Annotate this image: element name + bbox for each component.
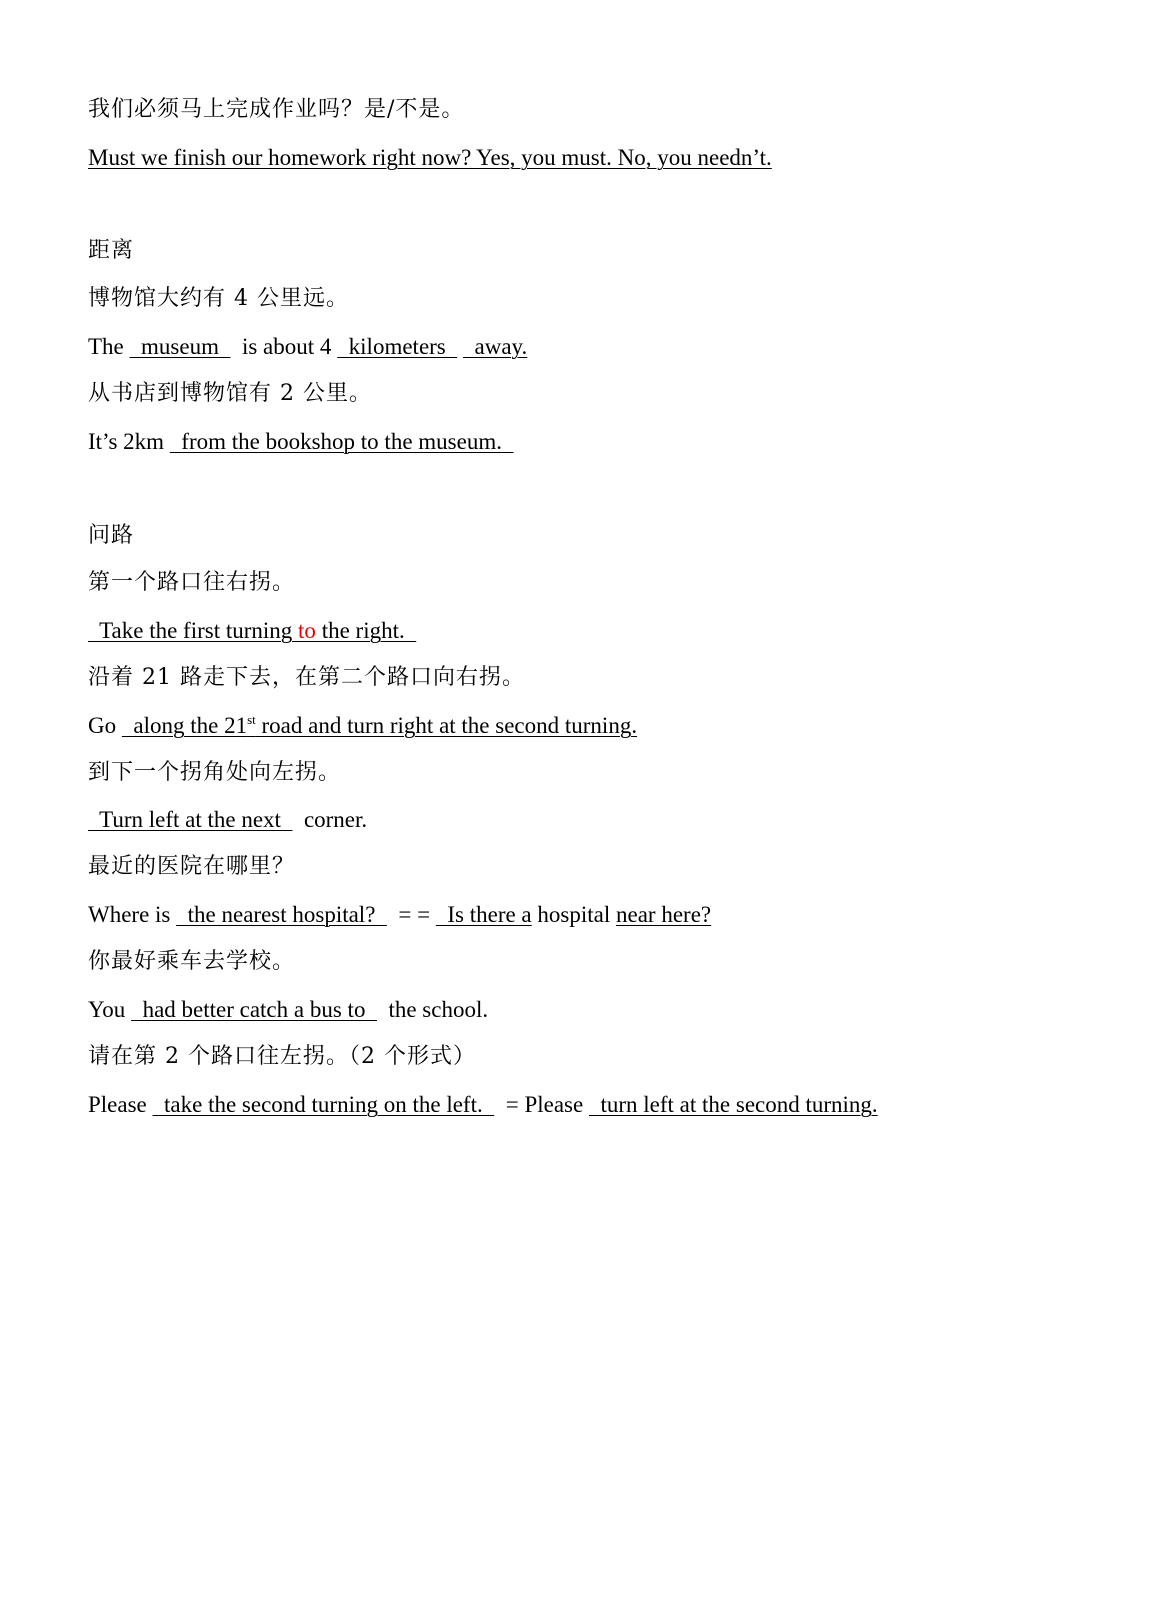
answer-text: road and turn right at the second turning. bbox=[255, 713, 638, 738]
answer-blank: turn left at the second turning. bbox=[588, 1092, 878, 1117]
answer-blank: Turn left at the next bbox=[88, 807, 293, 832]
plain-text: hospital bbox=[531, 902, 616, 927]
directions-en-6 bbox=[88, 1091, 878, 1119]
plain-text: Go bbox=[88, 713, 122, 738]
answer-blank: Is there a bbox=[435, 902, 532, 927]
plain-text: It’s 2km bbox=[88, 429, 170, 454]
plain-text: = = bbox=[386, 902, 436, 927]
directions-zh-1: 第一个路口往右拐。 bbox=[88, 570, 296, 595]
plain-text: The bbox=[88, 334, 130, 359]
plain-text: is about 4 bbox=[230, 334, 338, 359]
plain-text: the school. bbox=[376, 997, 489, 1022]
distance-zh-2: 从书店到博物馆有 2 公里。 bbox=[88, 381, 372, 406]
answer-text: along the 21 bbox=[121, 713, 248, 738]
answer-blank: the nearest hospital? bbox=[176, 902, 387, 927]
answer-blank: kilometers bbox=[337, 334, 458, 359]
answer-must-en: Must we finish our homework right now? Yes, you must. No, you needn’t. bbox=[88, 145, 772, 170]
plain-text: = Please bbox=[494, 1092, 589, 1117]
plain-text: corner. bbox=[292, 807, 368, 832]
directions-zh-6: 请在第 2 个路口往左拐。（2 个形式） bbox=[88, 1044, 476, 1069]
directions-zh-5: 你最好乘车去学校。 bbox=[88, 949, 296, 974]
directions-en-4 bbox=[88, 901, 711, 929]
distance-en-1 bbox=[88, 333, 527, 361]
directions-zh-2: 沿着 21 路走下去，在第二个路口向右拐。 bbox=[88, 665, 525, 690]
answer-blank: from the bookshop to the museum. bbox=[169, 429, 514, 454]
highlighted-word: to bbox=[298, 618, 316, 643]
directions-en-3 bbox=[88, 806, 367, 834]
directions-zh-4: 最近的医院在哪里？ bbox=[88, 854, 296, 879]
directions-zh-3: 到下一个拐角处向左拐。 bbox=[88, 760, 342, 785]
answer-blank bbox=[122, 713, 637, 738]
directions-en-5 bbox=[88, 996, 488, 1024]
answer-blank: had better catch a bus to bbox=[131, 997, 377, 1022]
answer-blank: take the second turning on the left. bbox=[152, 1092, 495, 1117]
ordinal-suffix: st bbox=[247, 712, 256, 727]
question-must-zh: 我们必须马上完成作业吗？是/不是。 bbox=[88, 97, 465, 122]
answer-blank: near here? bbox=[616, 902, 712, 927]
distance-en-2 bbox=[88, 428, 513, 456]
heading-distance: 距离 bbox=[88, 238, 135, 263]
answer-blank: the right. bbox=[315, 618, 417, 643]
directions-en-1 bbox=[88, 617, 416, 645]
directions-en-2 bbox=[88, 712, 637, 740]
answer-blank: museum bbox=[129, 334, 231, 359]
distance-zh-1: 博物馆大约有 4 公里远。 bbox=[88, 286, 349, 311]
answer-blank: away. bbox=[463, 334, 528, 359]
plain-text: Please bbox=[88, 1092, 153, 1117]
plain-text: Where is bbox=[88, 902, 177, 927]
plain-text: You bbox=[88, 997, 132, 1022]
answer-blank: Take the first turning bbox=[88, 618, 299, 643]
heading-directions: 问路 bbox=[88, 523, 135, 548]
